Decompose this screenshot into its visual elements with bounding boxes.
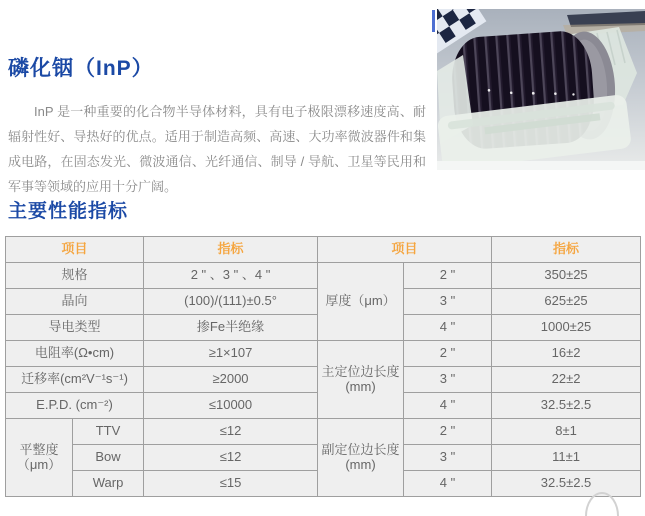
param-value: 2 " 、3 " 、4 " — [144, 263, 318, 289]
size-value: 8±1 — [492, 419, 641, 445]
specs-table — [5, 236, 641, 497]
intro-paragraph: InP 是一种重要的化合物半导体材料，具有电子极限漂移速度高、耐辐射性好、导热好的优点。适用于制造高频、高速、大功率微波器件和集成电路，在固态发光、微波通信、光纤通信、制导 / 导航、卫星等民用和军事等领域的应用十分广阔。 — [8, 104, 426, 194]
wafer-photo — [437, 9, 645, 170]
size-value: 625±25 — [492, 289, 641, 315]
size-value: 22±2 — [492, 367, 641, 393]
param-value: ≥2000 — [144, 367, 318, 393]
table-row — [6, 263, 641, 289]
wafer-photo-illustration — [437, 9, 645, 170]
size-label: 2 " — [404, 263, 492, 289]
group-label: 副定位边长度 (mm) — [318, 419, 404, 497]
table-row — [6, 419, 641, 445]
param-label: E.P.D. (cm⁻²) — [6, 393, 144, 419]
group-label: 主定位边长度 (mm) — [318, 341, 404, 419]
flatness-label: 平整度 （μm） — [6, 419, 73, 497]
param-label: 导电类型 — [6, 315, 144, 341]
flatness-value: ≤15 — [144, 471, 318, 497]
header-spec-right: 指标 — [492, 237, 641, 263]
param-label: 规格 — [6, 263, 144, 289]
size-value: 16±2 — [492, 341, 641, 367]
param-label: 晶向 — [6, 289, 144, 315]
header-spec-left: 指标 — [144, 237, 318, 263]
size-label: 2 " — [404, 419, 492, 445]
param-value: ≤10000 — [144, 393, 318, 419]
table-row — [6, 341, 641, 367]
param-value: ≥1×107 — [144, 341, 318, 367]
size-value: 11±1 — [492, 445, 641, 471]
flatness-value: ≤12 — [144, 445, 318, 471]
size-label: 4 " — [404, 393, 492, 419]
size-value: 350±25 — [492, 263, 641, 289]
flatness-value: ≤12 — [144, 419, 318, 445]
photo-bottom-fade — [437, 161, 645, 170]
header-item-left: 项目 — [6, 237, 144, 263]
size-label: 3 " — [404, 289, 492, 315]
flatness-sub-label: Warp — [73, 471, 144, 497]
size-label: 3 " — [404, 367, 492, 393]
blue-accent-tick — [432, 10, 435, 32]
header-item-right: 项目 — [318, 237, 492, 263]
param-label: 电阻率(Ω•cm) — [6, 341, 144, 367]
size-label: 4 " — [404, 471, 492, 497]
size-value: 1000±25 — [492, 315, 641, 341]
param-value: 掺Fe半绝缘 — [144, 315, 318, 341]
size-label: 4 " — [404, 315, 492, 341]
group-label: 厚度（μm） — [318, 263, 404, 341]
size-label: 3 " — [404, 445, 492, 471]
table-header-row — [6, 237, 641, 263]
section-title: 主要性能指标 — [8, 201, 129, 222]
size-value: 32.5±2.5 — [492, 393, 641, 419]
page-title: 磷化铟（InP） — [8, 57, 154, 80]
flatness-sub-label: TTV — [73, 419, 144, 445]
param-value: (100)/(111)±0.5° — [144, 289, 318, 315]
param-label: 迁移率(cm²V⁻¹s⁻¹) — [6, 367, 144, 393]
size-value: 32.5±2.5 — [492, 471, 641, 497]
size-label: 2 " — [404, 341, 492, 367]
flatness-sub-label: Bow — [73, 445, 144, 471]
